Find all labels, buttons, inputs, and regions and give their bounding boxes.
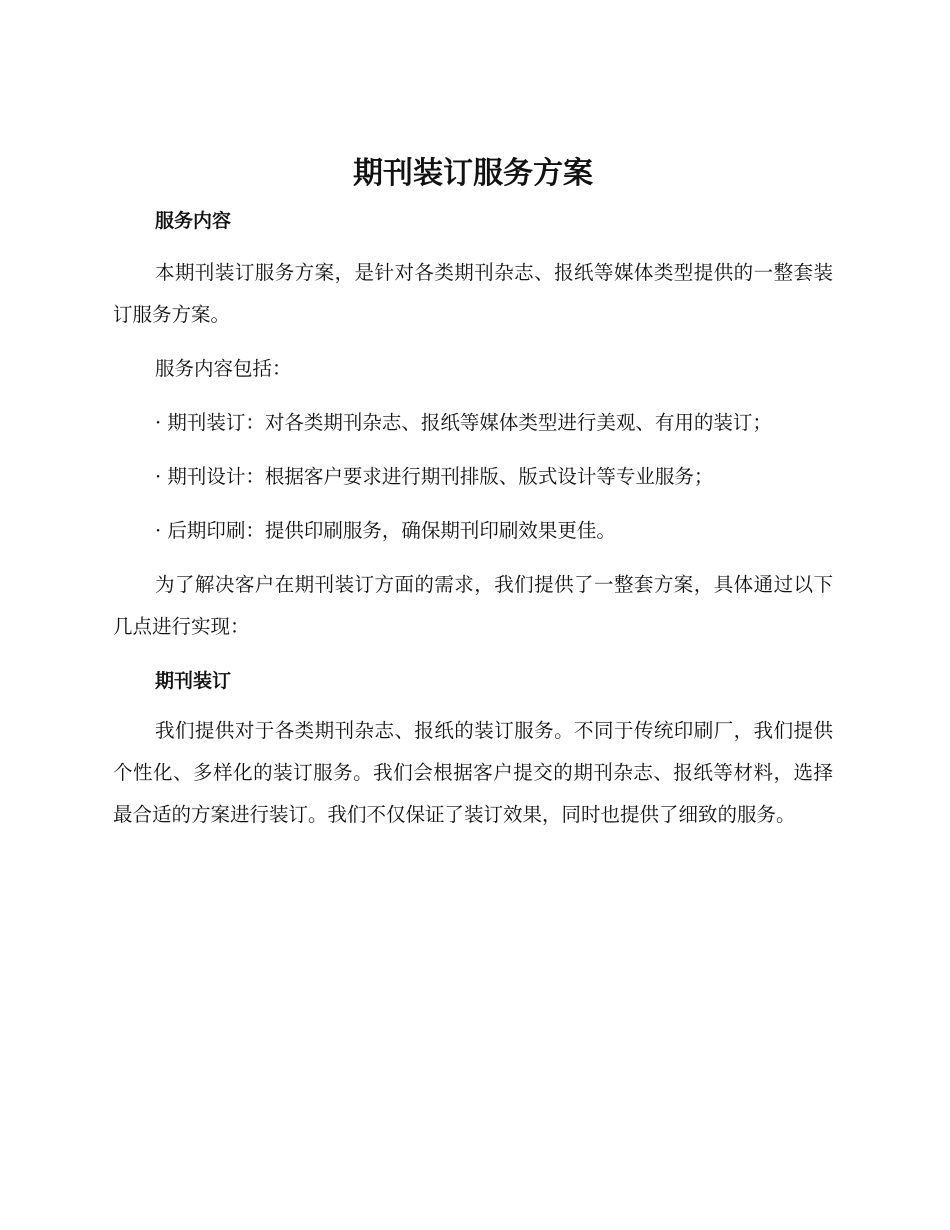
bullet-item-design: · 期刊设计：根据客户要求进行期刊排版、版式设计等专业服务； bbox=[155, 465, 714, 488]
binding-description-paragraph: 我们提供对于各类期刊杂志、报纸的装订服务。不同于传统印刷厂，我们提供个性化、多样化的装订服务。我们会根据客户提交的期刊杂志、报纸等材料，选择最合适的方案进行装订。我们不仅保证了装订效果，同时也提供了细致的服务。 bbox=[113, 719, 833, 826]
section-service-content bbox=[113, 200, 833, 648]
section-heading: 期刊装订 bbox=[155, 670, 232, 692]
intro-paragraph: 本期刊装订服务方案，是针对各类期刊杂志、报纸等媒体类型提供的一整套装订服务方案。 bbox=[113, 261, 833, 326]
document-title: 期刊装订服务方案 bbox=[353, 156, 593, 191]
solution-paragraph: 为了解决客户在期刊装订方面的需求，我们提供了一整套方案，具体通过以下几点进行实现： bbox=[113, 573, 833, 638]
bullet-item-printing: · 后期印刷：提供印刷服务，确保期刊印刷效果更佳。 bbox=[155, 519, 616, 542]
service-list-lead: 服务内容包括： bbox=[155, 357, 292, 380]
section-periodical-binding bbox=[113, 660, 833, 836]
document-page bbox=[113, 150, 833, 848]
bullet-item-binding: · 期刊装订：对各类期刊杂志、报纸等媒体类型进行美观、有用的装订； bbox=[155, 411, 772, 434]
section-heading: 服务内容 bbox=[155, 210, 232, 232]
